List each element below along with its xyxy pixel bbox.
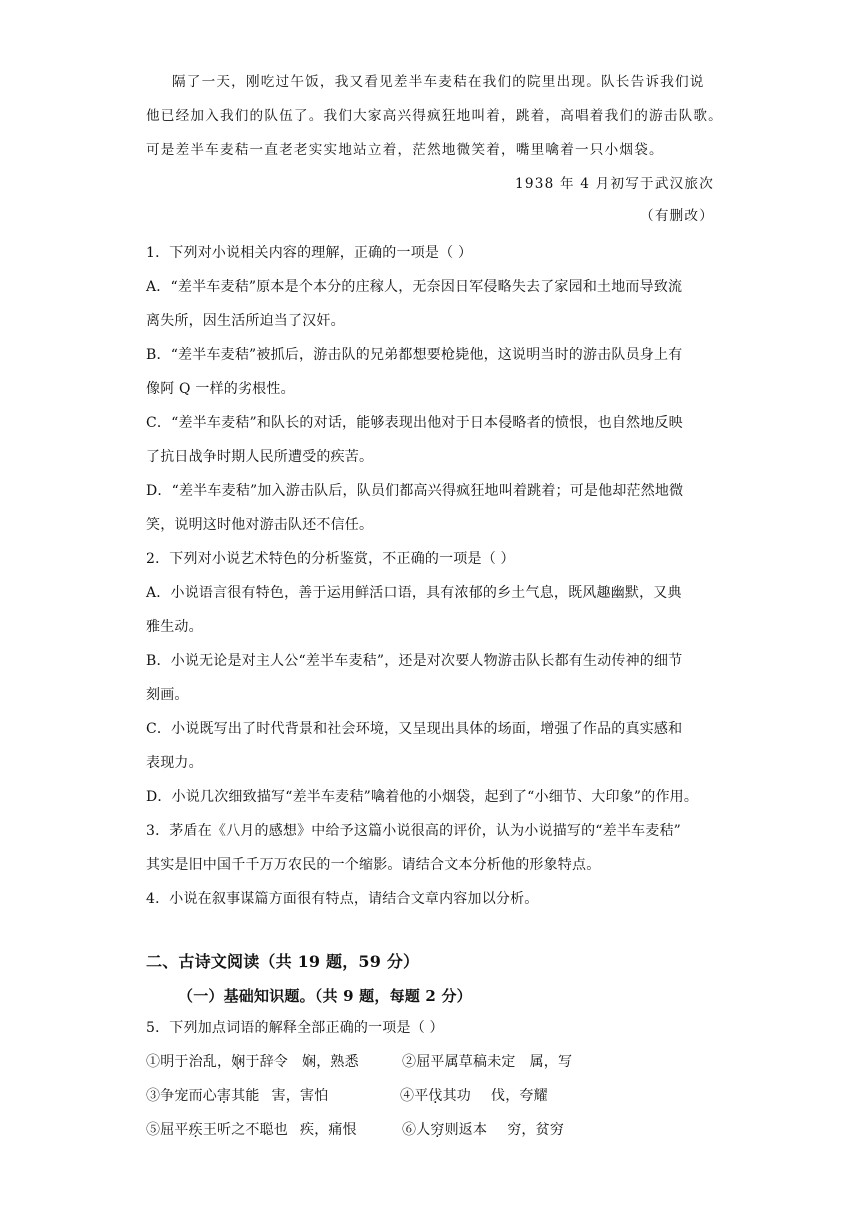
- q5-item-3: ③争宠而心害其能 害，害怕: [146, 1088, 329, 1104]
- q1-option-c-line-2: 了抗日战争时期人民所遭受的疾苦。: [146, 449, 374, 465]
- section-2-title: 二、古诗文阅读（共 19 题，59 分）: [146, 952, 420, 971]
- q5-item-4: ④平伐其功 伐，夸耀: [400, 1088, 548, 1104]
- story-line-3: 可是差半车麦秸一直老老实实地站立着，茫然地微笑着，嘴里噙着一只小烟袋。: [146, 142, 664, 158]
- question-1: 1．下列对小说相关内容的理解，正确的一项是（ ）: [146, 245, 473, 261]
- story-line-2: 他已经加入我们的队伍了。我们大家高兴得疯狂地叫着，跳着，高唱着我们的游击队歌。: [146, 108, 723, 124]
- q2-option-a-line-2: 雅生动。: [146, 619, 203, 635]
- q2-option-c-line-1: C．小说既写出了时代背景和社会环境，又呈现出具体的场面，增强了作品的真实感和: [146, 721, 683, 737]
- q1-option-b-line-1: B．“差半车麦秸”被抓后，游击队的兄弟都想要枪毙他，这说明当时的游击队员身上有: [146, 347, 683, 363]
- story-note: （有删改）: [640, 208, 714, 224]
- story-date: 1938 年 4 月初写于武汉旅次: [515, 176, 714, 192]
- q1-option-a-line-2: 离失所，因生活所迫当了汉奸。: [146, 313, 345, 329]
- question-3-line-2: 其实是旧中国千千万万农民的一个缩影。请结合文本分析他的形象特点。: [146, 857, 601, 873]
- q5-item-6: ⑥人穷则返本 穷，贫穷: [402, 1122, 565, 1138]
- question-4: 4．小说在叙事谋篇方面很有特点，请结合文章内容加以分析。: [146, 891, 539, 907]
- q1-option-d-line-2: 笑，说明这时他对游击队还不信任。: [146, 517, 374, 533]
- q1-option-b-line-2: 像阿 Q 一样的劣根性。: [146, 381, 295, 397]
- q2-option-b-line-1: B．小说无论是对主人公“差半车麦秸”，还是对次要人物游击队长都有生动传神的细节: [146, 653, 683, 669]
- q5-option-row: [146, 1123, 564, 1137]
- q2-option-d: D．小说几次细致描写“差半车麦秸”噙着他的小烟袋，起到了“小细节、大印象”的作用。: [146, 789, 699, 805]
- q2-option-c-line-2: 表现力。: [146, 755, 203, 771]
- section-2-subtitle: （一）基础知识题。（共 9 题，每题 2 分）: [178, 987, 472, 1005]
- question-5: 5．下列加点词语的解释全部正确的一项是（ ）: [146, 1020, 444, 1036]
- story-line-1: 隔了一天，刚吃过午饭，我又看见差半车麦秸在我们的院里出现。队长告诉我们说: [172, 74, 705, 90]
- q5-item-5: ⑤屈平疾王听之不聪也 疾，痛恨: [146, 1122, 357, 1138]
- question-2: 2．下列对小说艺术特色的分析鉴赏，不正确的一项是（ ）: [146, 551, 515, 567]
- q5-option-row: [146, 1089, 548, 1103]
- q5-item-1: ①明于治乱，娴于辞令 娴，熟悉: [146, 1054, 359, 1070]
- q1-option-c-line-1: C．“差半车麦秸”和队长的对话，能够表现出他对于日本侵略者的愤恨，也自然地反映: [146, 415, 683, 431]
- q2-option-a-line-1: A．小说语言很有特色，善于运用鲜活口语，具有浓郁的乡土气息，既风趣幽默，又典: [146, 585, 682, 601]
- q2-option-b-line-2: 刻画。: [146, 687, 189, 703]
- q1-option-d-line-1: D．“差半车麦秸”加入游击队后，队员们都高兴得疯狂地叫着跳着；可是他却茫然地微: [146, 483, 684, 499]
- question-3-line-1: 3．茅盾在《八月的感想》中给予这篇小说很高的评价，认为小说描写的“差半车麦秸”: [146, 823, 682, 839]
- q5-item-2: ②屈平属草稿未定 属，写: [402, 1054, 573, 1070]
- q1-option-a-line-1: A．“差半车麦秸”原本是个本分的庄稼人，无奈因日军侵略失去了家园和土地而导致流: [146, 279, 683, 295]
- q5-option-row: [146, 1055, 572, 1069]
